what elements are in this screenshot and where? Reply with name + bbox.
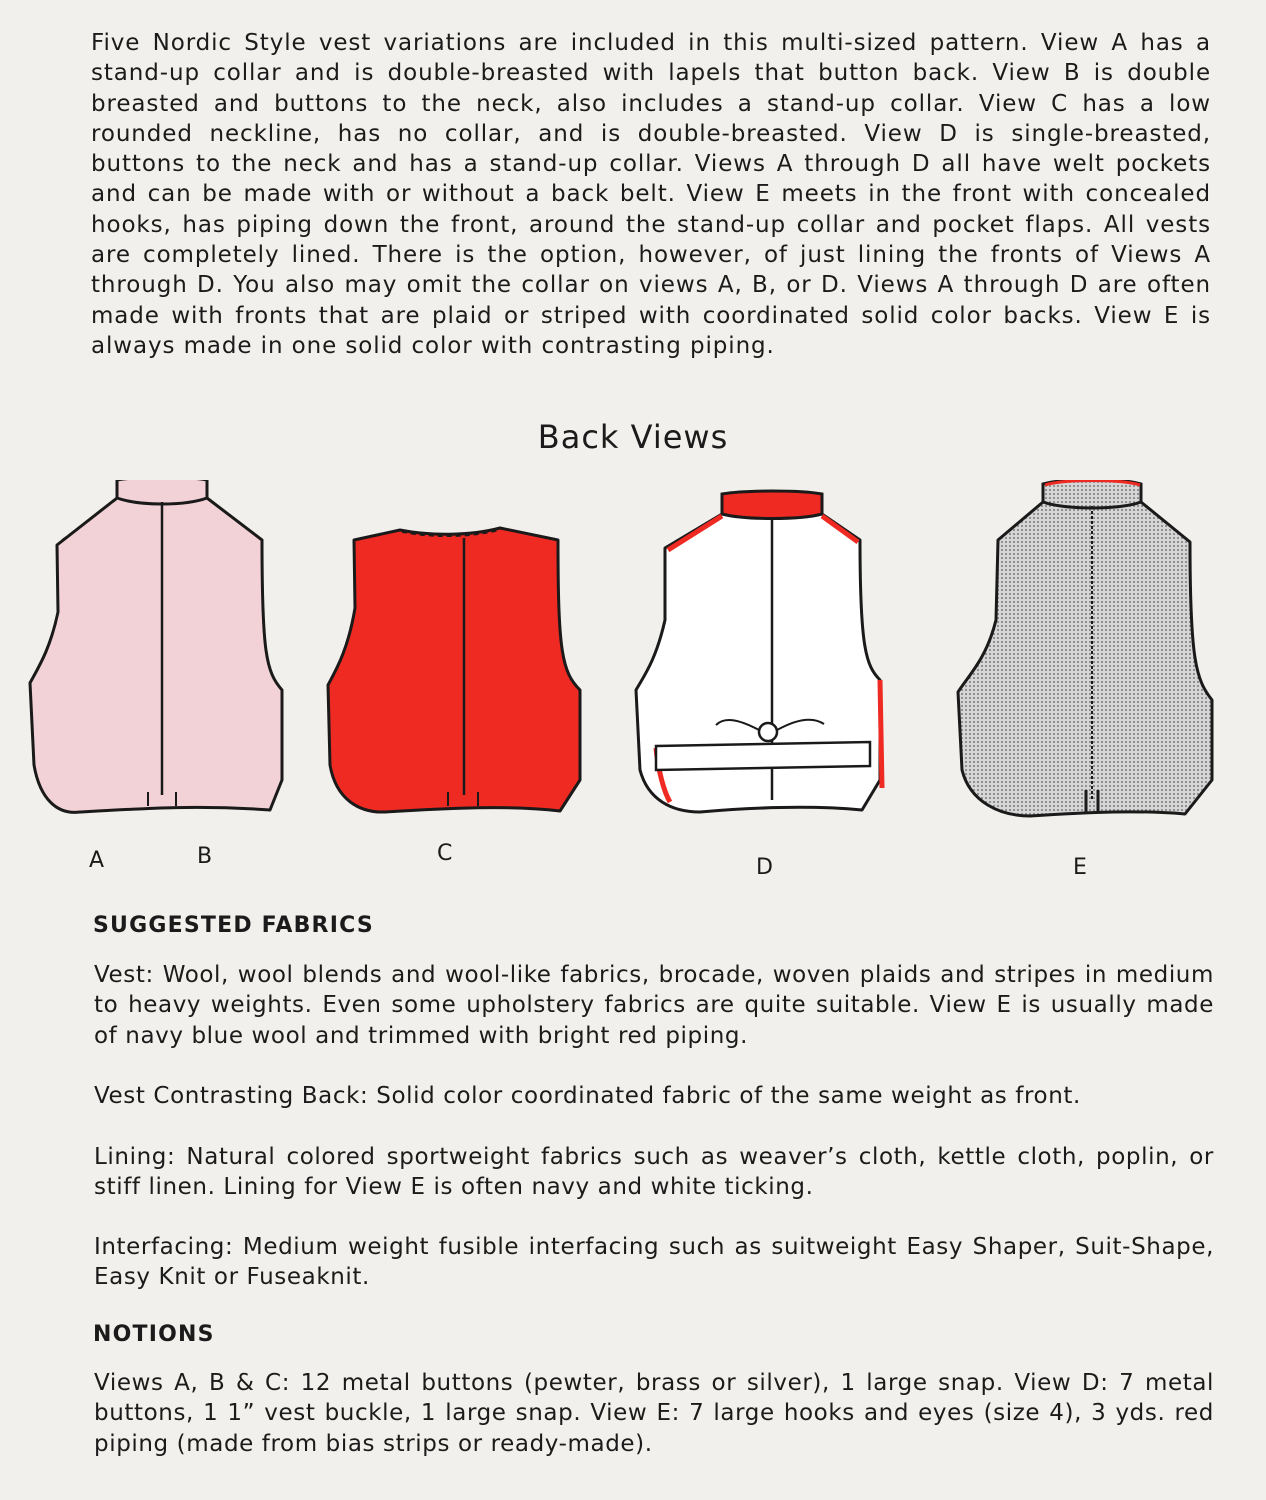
fabric-contrasting-back-paragraph: Vest Contrasting Back: Solid color coordinated fabric of the same weight as front. [94, 1083, 1081, 1109]
vest-view-e [958, 480, 1212, 816]
suggested-fabrics-heading: SUGGESTED FABRICS [93, 913, 374, 938]
fabric-interfacing-paragraph: Interfacing: Medium weight fusible interfacing such as suitweight Easy Shaper, Suit-Shape, Easy Knit or Fuseaknit. [94, 1234, 1214, 1291]
view-label-a: A [89, 848, 106, 873]
vest-view-c [328, 528, 580, 812]
vest-ab-body [30, 498, 282, 812]
vest-ab-collar [117, 480, 207, 504]
vest-d-collar [722, 491, 822, 519]
back-views-illustration [0, 480, 1266, 900]
vest-drawings [0, 480, 1266, 900]
intro-paragraph: Five Nordic Style vest variations are included in this multi-sized pattern. View A has a stand-up collar and is double-breasted with lapels that button back. View B is double breasted and buttons to the neck, also includes a stand-up collar. View C has a low rounded neckline, has no collar, and is double-breasted. View D is single-breasted, buttons to the neck and has a stand-up collar. Views A through D all have welt pockets and can be made with or without a back belt. View E meets in the front with concealed hooks, has piping down the front, around the stand-up collar and pocket flaps. All vests are completely lined. There is the option, however, of just lining the fronts of Views A through D. You also may omit the collar on views A, B, or D. Views A through D are often made with fronts that are plaid or striped with coordinated solid color backs. View E is always made in one solid color with contrasting piping. [91, 30, 1211, 359]
notions-heading: NOTIONS [93, 1322, 215, 1347]
vest-d-side-piping-right [880, 680, 882, 788]
vest-d-back-belt [656, 742, 870, 770]
notions-paragraph: Views A, B & C: 12 metal buttons (pewter, brass or silver), 1 large snap. View D: 7 metal buttons, 1 1” vest buckle, 1 large snap. View E: 7 large hooks and eyes (size 4), 3 yds. red piping (made from bias strips or ready-made). [94, 1370, 1214, 1457]
view-label-e: E [1073, 855, 1088, 880]
vest-d-buckle [759, 723, 777, 741]
vest-e-body [958, 502, 1212, 816]
fabric-lining-paragraph: Lining: Natural colored sportweight fabrics such as weaver’s cloth, kettle cloth, poplin, or stiff linen. Lining for View E is often navy and white ticking. [94, 1144, 1214, 1201]
vest-c-body [328, 528, 580, 812]
view-label-b: B [197, 844, 214, 869]
vest-view-a-b [30, 480, 282, 812]
view-label-c: C [437, 841, 454, 866]
back-views-title: Back Views [537, 418, 729, 456]
view-label-d: D [756, 855, 774, 880]
fabric-vest-paragraph: Vest: Wool, wool blends and wool-like fabrics, brocade, woven plaids and stripes in medium to heavy weights. Even some upholstery fabrics are quite suitable. View E is usually made of navy blue wool and trimmed with bright red piping. [94, 962, 1214, 1049]
vest-e-collar [1043, 480, 1141, 508]
vest-view-d [636, 491, 882, 812]
